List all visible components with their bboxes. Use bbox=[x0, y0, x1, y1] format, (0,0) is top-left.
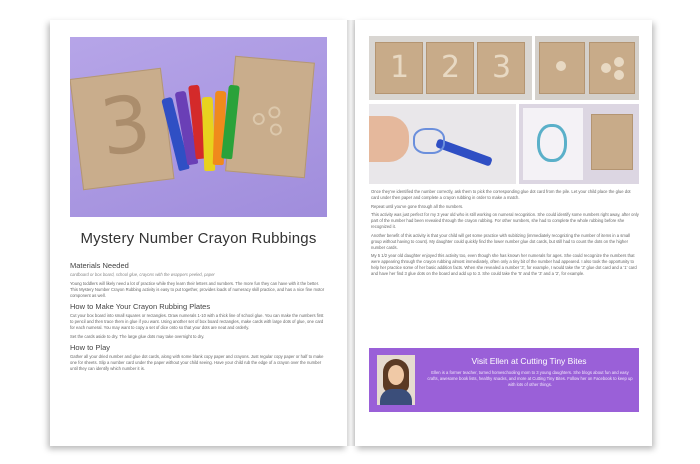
author-box bbox=[369, 348, 639, 412]
crayon-rubbing-photo bbox=[369, 104, 516, 184]
dot-tile bbox=[591, 114, 633, 170]
glue-dot bbox=[614, 70, 624, 80]
glue-dot bbox=[601, 63, 611, 73]
number-tile bbox=[426, 42, 474, 94]
number-tile bbox=[477, 42, 525, 94]
make-plates-paragraph: Cut your box board into small squares or rectangles. Draw numerals 1-10 with a thick line of school glue. You can make the numbers first to pencil and then trace them in glue if you want. Using another set of box board rectangles, make cards with large dots of glue, one card for each numeral. You may want to copy a set of dice onto so that your dots are neat and orderly. bbox=[70, 313, 324, 330]
glue-dot bbox=[614, 57, 624, 67]
author-bio: Ellen is a former teacher, turned homeschooling mom to 3 young daughters. She blogs about fun and easy crafts, awesome book lists, healthy snacks, and more at Cutting Tiny Bites. Follow her on Facebook to keep up with lots of other things. bbox=[427, 370, 633, 387]
tile-number: 1 bbox=[390, 50, 410, 85]
paragraph: Once they've identified the number correctly, ask them to pick the corresponding glue dot card from the pile. Let your child place the glue dot card under then paper and complete a crayon rubbing in order to make a match. bbox=[371, 189, 631, 200]
dot-tiles-photo bbox=[535, 36, 639, 100]
page-title: Mystery Number Crayon Rubbings bbox=[80, 230, 317, 247]
right-page bbox=[355, 20, 652, 446]
glue-dot bbox=[252, 113, 265, 126]
rubbing-result-photo bbox=[519, 104, 639, 184]
paragraph: This activity was just perfect for my 3 year old who is still working on numeral recognition. She could identify some numbers right away, after only part of the number had been revealed through the crayon rubbing. For other numbers, she had to complete the whole rubbing before she recognized it. bbox=[371, 212, 639, 229]
number-tiles-photo bbox=[369, 36, 532, 100]
intro-paragraph: Young toddlers will likely need a lot of practice while they learn their letters and numbers. The more fun they can have with it the better. This Mystery Number Crayon Rubbing activity is easy to put together, provides loads of numeracy skill practice, and has a nice fine motor component as well. bbox=[70, 281, 325, 298]
rubbing-mark bbox=[413, 128, 445, 154]
tile-number: 3 bbox=[492, 50, 512, 85]
author-photo bbox=[377, 355, 415, 405]
glue-dot bbox=[269, 123, 282, 136]
dot-tile bbox=[589, 42, 635, 94]
how-to-play-paragraph: Gather all your dried number and glue dot cards, along with some blank copy paper and crayons. Just regular copy paper or half to make one for sheets. Slip a number card under the paper without your child seeing. Have your child rub the edge of a crayon over the number until they can identify which number it is. bbox=[70, 354, 324, 371]
drying-paragraph: Set the cards aside to dry. The large glue dots may take overnight to dry. bbox=[70, 334, 205, 339]
paragraph: My 5 1/2 year old daughter enjoyed this activity too, even though she has known her numerals for ages. She could recognize the numbers that were appearing through the crayon rubbing almost immediately, often only a tiny bit of the number had appeared. I also took the opportunity to help her practice some of her basic addition facts. When she revealed a number '3', for example, I would take the '2' glue dot card and a '1' card and have her find 3 glue dots on the board and add up to 3. She could take the '5' and the '3' and a '2', for example. bbox=[371, 253, 637, 276]
glue-dot bbox=[268, 106, 281, 119]
board-number: 3 bbox=[95, 78, 156, 175]
paper-sheet bbox=[523, 108, 583, 180]
materials-heading: Materials Needed bbox=[70, 261, 129, 270]
author-face bbox=[388, 365, 404, 385]
number-tile bbox=[375, 42, 423, 94]
paragraph: Repeat until you've gone through all the numbers. bbox=[371, 203, 464, 209]
author-shirt bbox=[380, 389, 412, 405]
make-plates-heading: How to Make Your Crayon Rubbing Plates bbox=[70, 302, 211, 311]
right-body-text bbox=[371, 189, 639, 280]
hand bbox=[369, 116, 409, 162]
hero-photo bbox=[70, 37, 327, 217]
book-spread bbox=[50, 20, 652, 446]
materials-list: cardboard or box board, school glue, crayons with the wrappers peeled, paper bbox=[70, 272, 215, 277]
left-page bbox=[50, 20, 347, 446]
left-body-text bbox=[70, 258, 328, 375]
tile-number: 2 bbox=[441, 50, 461, 85]
author-box-title[interactable]: Visit Ellen at Cutting Tiny Bites bbox=[471, 356, 587, 366]
book-gutter bbox=[347, 20, 355, 446]
glue-dot bbox=[556, 61, 566, 71]
how-to-play-heading: How to Play bbox=[70, 343, 111, 352]
rubbing-mark bbox=[537, 124, 567, 162]
number-board bbox=[70, 68, 174, 190]
paragraph: Another benefit of this activity is that your child will get some practice with subitizing (immediately recognizing the number of items in a small group without having to count). My daughter could quickly find the lower number glue dot cards, but still had to count the dots on the higher number cards. bbox=[371, 232, 631, 250]
dot-tile bbox=[539, 42, 585, 94]
crayon-bundle bbox=[166, 81, 246, 191]
